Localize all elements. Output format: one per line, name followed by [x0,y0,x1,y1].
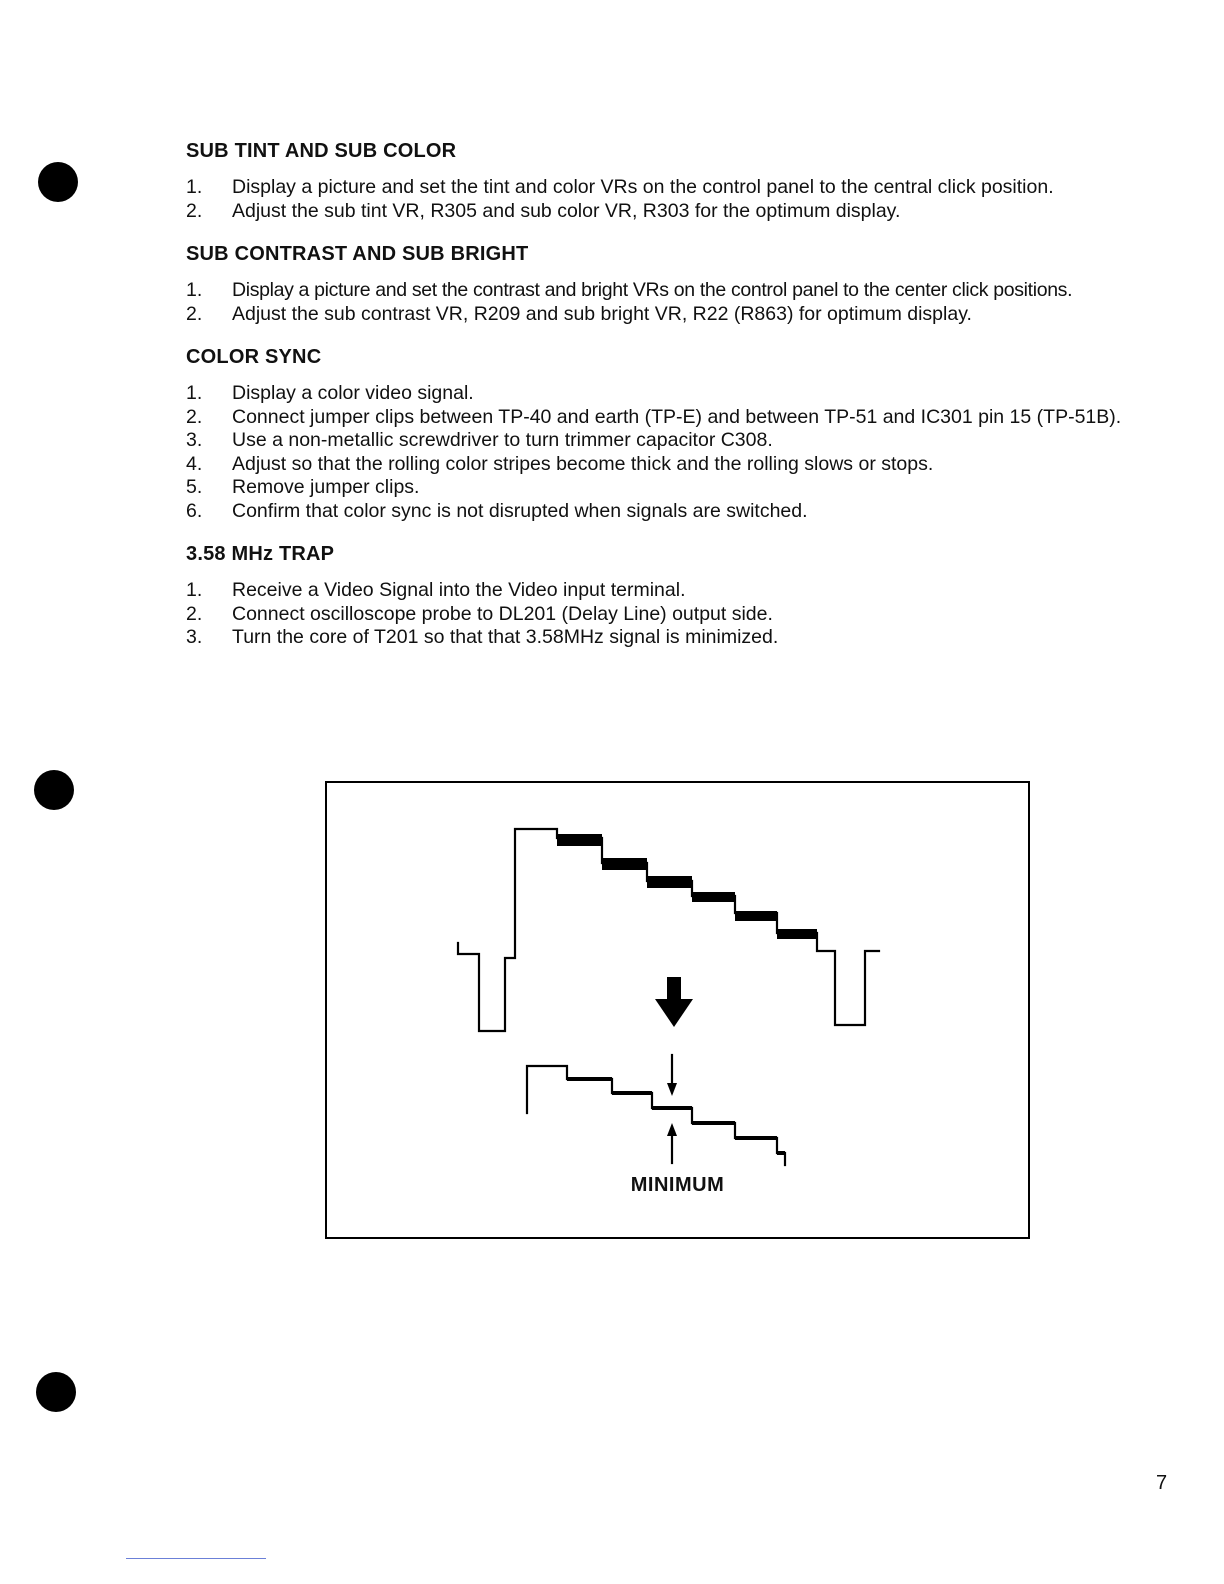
waveform-figure [325,781,1030,1239]
step-item: 2. Connect jumper clips between TP-40 and earth (TP-E) and between TP-51 and IC301 pin 15 (TP-51B). [186,405,1122,428]
step-item: 5. Remove jumper clips. [186,476,420,498]
section-heading: COLOR SYNC [186,346,322,368]
section-heading: 3.58 MHz TRAP [186,543,335,565]
chroma-band [647,876,692,888]
residual-band [567,1077,612,1081]
step-item: 3. Turn the core of T201 so that that 3.58MHz signal is minimized. [186,626,779,648]
residual-bands [567,1077,785,1155]
section-sub-tint-sub-color [186,140,1186,223]
step-item: 1. Display a picture and set the contrast and bright VRs on the control panel to the center click positions. [186,279,1073,301]
section-358-mhz-trap [186,543,1186,650]
step-item: 1. Display a color video signal. [186,382,474,404]
step-item: 6. Confirm that color sync is not disrupted when signals are switched. [186,499,808,522]
step-item: 4. Adjust so that the rolling color stripes become thick and the rolling slows or stops. [186,452,934,475]
binder-hole-bottom [36,1372,76,1412]
chroma-band [602,858,647,870]
chroma-band [735,911,777,921]
step-list [186,579,1186,650]
step-list [186,176,1186,223]
page-number: 7 [1156,1472,1168,1494]
step-item: 2. Adjust the sub tint VR, R305 and sub color VR, R303 for the optimum display. [186,199,901,222]
section-heading: SUB TINT AND SUB COLOR [186,140,457,162]
footer-rule [126,1558,266,1559]
section-color-sync [186,346,1186,523]
residual-band [777,1151,785,1155]
step-item: 1. Receive a Video Signal into the Video input terminal. [186,579,686,601]
section-sub-contrast-sub-bright [186,243,1186,326]
step-list [186,382,1186,523]
arrow-down-head-icon [667,1083,677,1096]
residual-band [735,1136,777,1140]
binder-hole-middle [34,770,74,810]
residual-band [612,1091,652,1095]
residual-band [652,1106,692,1110]
waveform-diagram [327,783,1027,1236]
step-item: 1. Display a picture and set the tint and color VRs on the control panel to the central click position. [186,176,1054,198]
transition-arrow-down-icon [655,977,693,1027]
section-heading: SUB CONTRAST AND SUB BRIGHT [186,243,529,265]
minimum-label: MINIMUM [630,1174,725,1196]
binder-hole-top [38,162,78,202]
step-list [186,279,1186,326]
step-item: 3. Use a non-metallic screwdriver to turn trimmer capacitor C308. [186,429,773,451]
residual-band [692,1121,735,1125]
chroma-band [777,929,817,939]
waveform-after [527,1066,785,1165]
document-body [186,140,1186,670]
arrow-up-head-icon [667,1123,677,1136]
step-item: 2. Connect oscilloscope probe to DL201 (Delay Line) output side. [186,602,773,625]
chroma-band [557,834,602,846]
step-item: 2. Adjust the sub contrast VR, R209 and sub bright VR, R22 (R863) for optimum display. [186,302,972,325]
chroma-band [692,892,735,902]
